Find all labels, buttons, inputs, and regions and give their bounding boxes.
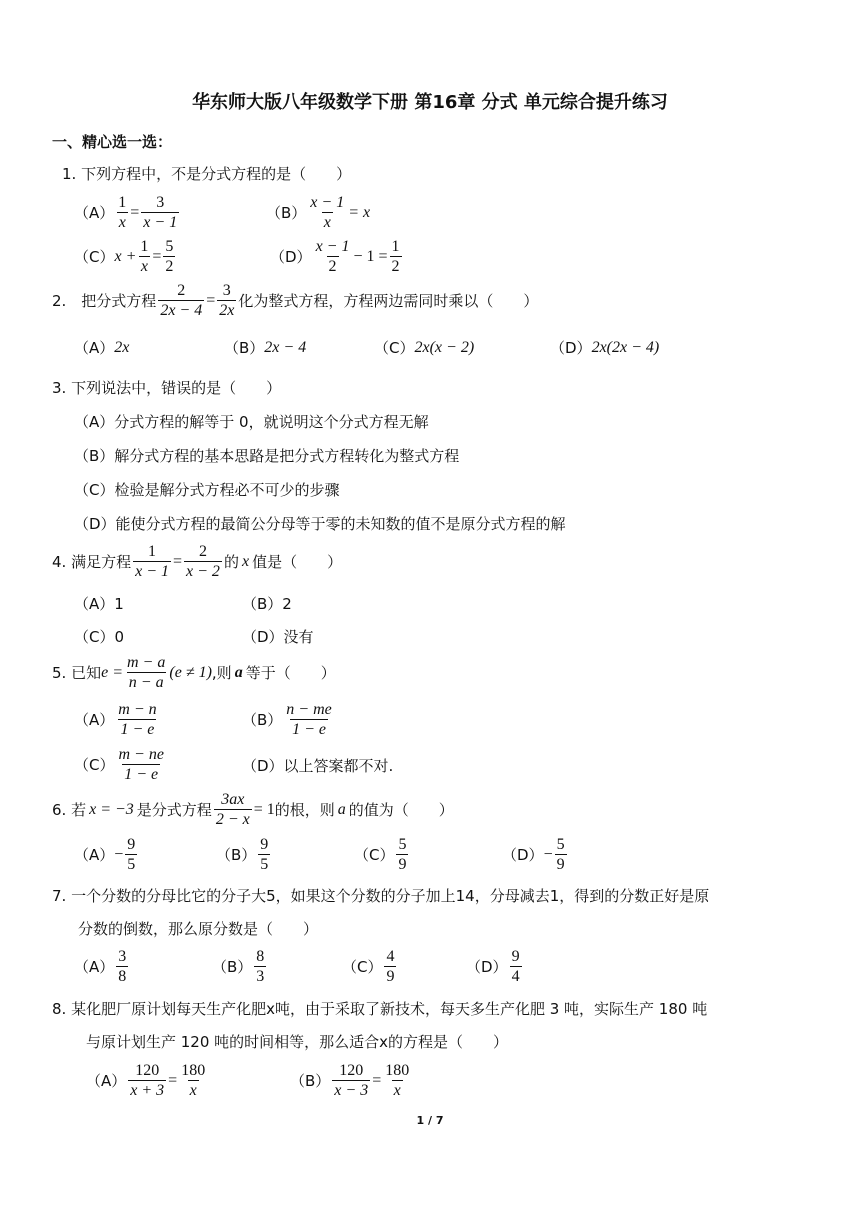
- q4-option-b: （B）2: [242, 595, 292, 613]
- q5-stem: 5. 已知 e = $\frac{m - a}{n - a}$ (e ≠ 1) ,则 a 等于（ ）: [52, 654, 336, 691]
- page-title: 华东师大版八年级数学下册 第16章 分式 单元综合提升练习: [192, 92, 668, 113]
- q6-stem: 6. 若 x = −3 是分式方程 $\frac{3ax}{2 - x}$ = 1 的根，则 a 的值为（ ）: [52, 791, 454, 828]
- q4-stem: 4. 满足方程 $\frac{1}{x - 1}$ = $\frac{2}{x - 2}$ 的 x 值是（ ）: [52, 543, 343, 580]
- q7-option-c: （C） $\frac{4}{9}$: [342, 948, 395, 985]
- q3-option-b: （B）解分式方程的基本思路是把分式方程转化为整式方程: [74, 447, 460, 465]
- q1-stem: 1. 下列方程中，不是分式方程的是（ ）: [62, 165, 352, 183]
- q7-stem-line2: 分数的倒数，那么原分数是（ ）: [78, 920, 319, 938]
- q5-option-c: （C） $\frac{m - ne}{1 - e}$: [74, 746, 164, 783]
- q1-option-b: （B） $\frac{x - 1}{x}$ = x: [266, 194, 371, 231]
- q8-stem-line2: 与原计划生产 120 吨的时间相等，那么适合x的方程是（ ）: [86, 1033, 509, 1051]
- q8-option-a: （A） $\frac{120}{x + 3}$ = $\frac{180}{x}$: [86, 1062, 206, 1099]
- q2-option-a: （A） 2x: [74, 338, 130, 357]
- q7-stem-line1: 7. 一个分数的分母比它的分子大5，如果这个分数的分子加上14，分母减去1，得到的分数正好是原: [52, 887, 710, 905]
- q3-option-a: （A）分式方程的解等于 0，就说明这个分式方程无解: [74, 413, 429, 431]
- q7-option-b: （B） $\frac{8}{3}$: [212, 948, 265, 985]
- option-label: （B）: [266, 204, 307, 222]
- q8-option-b: （B） $\frac{120}{x - 3}$ = $\frac{180}{x}$: [290, 1062, 410, 1099]
- q5-option-b: （B） $\frac{n - me}{1 - e}$: [242, 701, 332, 738]
- q2-option-d: （D） 2x(2x − 4): [550, 338, 660, 357]
- q5-option-d: （D）以上答案都不对.: [242, 757, 394, 775]
- q3-stem: 3. 下列说法中，错误的是（ ）: [52, 379, 282, 397]
- q3-option-d: （D）能使分式方程的最简公分母等于零的未知数的值不是原分式方程的解: [74, 515, 566, 533]
- q2-option-b: （B） 2x − 4: [224, 338, 307, 357]
- option-label: （D）: [270, 248, 312, 266]
- section-heading: 一、精心选一选：: [52, 133, 173, 151]
- q6-option-a: （A） − $\frac{9}{5}$: [74, 836, 136, 873]
- q1-option-c: （C） x + $\frac{1}{x}$ = $\frac{5}{2}$: [74, 238, 174, 275]
- q7-option-d: （D） $\frac{9}{4}$: [466, 948, 520, 985]
- option-label: （C）: [74, 248, 115, 266]
- q4-option-a: （A）1: [74, 595, 124, 613]
- page-number: 1 / 7: [416, 1114, 444, 1127]
- q2-option-c: （C） 2x(x − 2): [374, 338, 475, 357]
- option-label: （A）: [74, 204, 115, 222]
- q6-option-d: （D） − $\frac{5}{9}$: [502, 836, 565, 873]
- q5-option-a: （A） $\frac{m - n}{1 - e}$: [74, 701, 157, 738]
- q4-option-c: （C）0: [74, 628, 125, 646]
- q4-option-d: （D）没有: [242, 628, 314, 646]
- q3-option-c: （C）检验是解分式方程必不可少的步骤: [74, 481, 340, 499]
- q7-option-a: （A） $\frac{3}{8}$: [74, 948, 127, 985]
- q8-stem-line1: 8. 某化肥厂原计划每天生产化肥x吨，由于采取了新技术，每天多生产化肥 3 吨，实际生产 180 吨: [52, 1000, 708, 1018]
- q1-option-a: （A） $\frac{1}{x}$ = $\frac{3}{x - 1}$: [74, 194, 178, 231]
- q6-option-c: （C） $\frac{5}{9}$: [354, 836, 407, 873]
- q2-stem: 2. 把分式方程 $\frac{2}{2x - 4}$ = $\frac{3}{2x}$ 化为整式方程，方程两边需同时乘以（ ）: [52, 282, 539, 319]
- q1-option-d: （D） $\frac{x - 1}{2}$ − 1 = $\frac{1}{2}$: [270, 238, 400, 275]
- q6-option-b: （B） $\frac{9}{5}$: [216, 836, 269, 873]
